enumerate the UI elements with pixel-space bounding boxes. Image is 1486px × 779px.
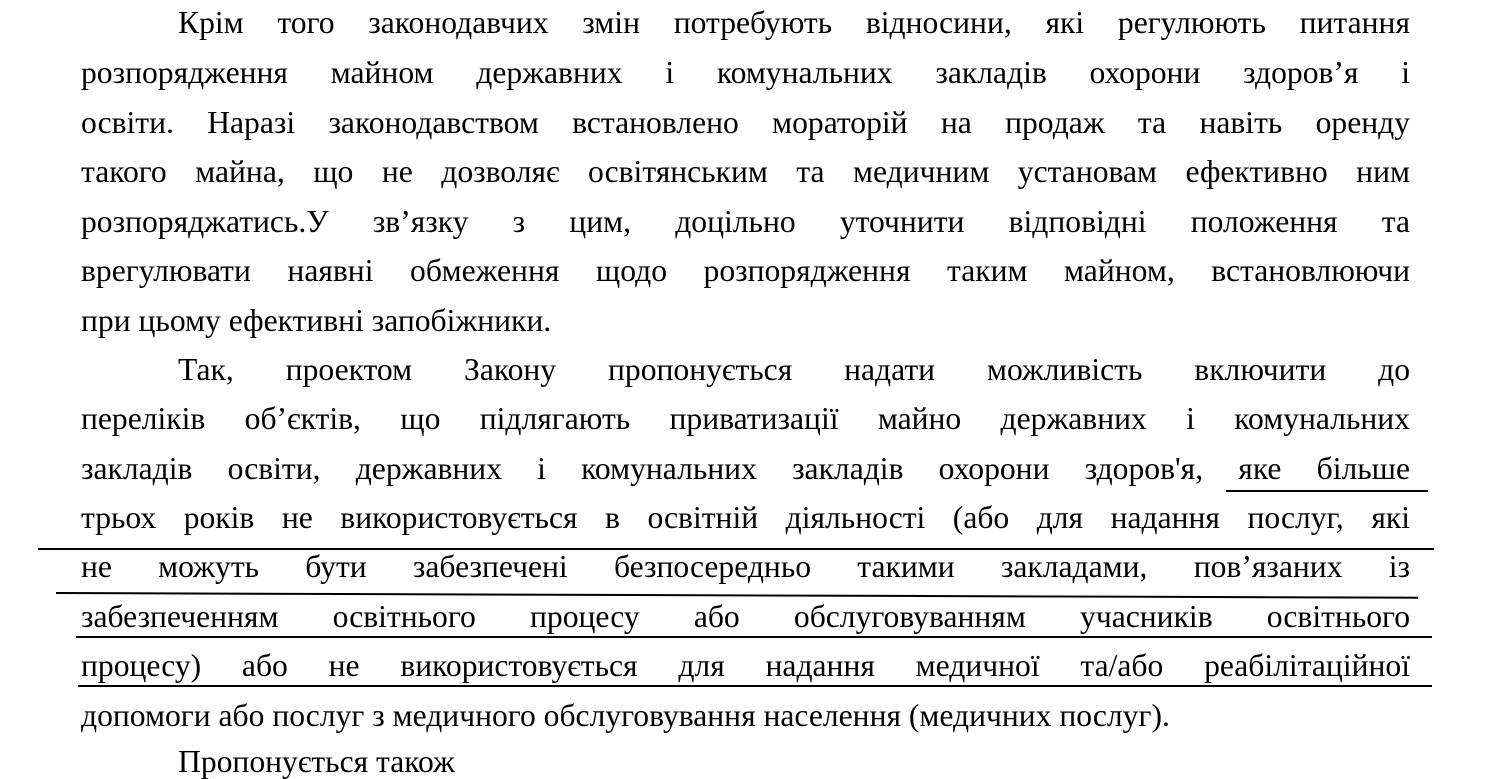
paragraph-2-line-5: не можуть бути забезпечені безпосередньо такими закладами, пов’язаних із (81, 549, 1410, 584)
paragraph-2-line-2: переліків об’єктів, що підлягають приватизації майно державних і комунальних (81, 401, 1410, 436)
paragraph-2-line-4: трьох років не використовується в освітній діяльності (або для надання послуг, які (81, 500, 1410, 535)
underline-rule (56, 592, 1418, 599)
underline-rule (1226, 490, 1428, 492)
paragraph-2-line-7: процесу) або не використовується для надання медичної та/або реабілітаційної (81, 648, 1410, 683)
paragraph-1-line-6: врегулювати наявні обмеження щодо розпорядження таким майном, встановлюючи (81, 253, 1410, 288)
paragraph-2-line-1: Так, проектом Закону пропонується надати можливість включити до (178, 352, 1410, 387)
paragraph-1-line-2: розпорядження майном державних і комунальних закладів охорони здоров’я і (81, 55, 1410, 90)
paragraph-2-line-3: закладів освіти, державних і комунальних закладів охорони здоров'я, яке більше (81, 451, 1410, 486)
paragraph-1-line-4: такого майна, що не дозволяє освітянським та медичним установам ефективно ним (81, 154, 1410, 189)
paragraph-2-line-6: забезпеченням освітнього процесу або обслуговуванням учасників освітнього (81, 599, 1410, 634)
paragraph-1-line-3: освіти. Наразі законодавством встановлено мораторій на продаж та навіть оренду (81, 105, 1410, 140)
underline-rule (78, 685, 1432, 687)
underline-rule (38, 548, 1434, 550)
paragraph-2-line-8: допомоги або послуг з медичного обслуговування населення (медичних послуг). (81, 698, 1170, 733)
underline-rule (76, 636, 1432, 638)
paragraph-1-line-5: розпоряджатись.У зв’язку з цим, доцільно уточнити відповідні положення та (81, 204, 1410, 239)
paragraph-3-line-1: Пропонується також (178, 744, 455, 779)
paragraph-1-line-1: Крім того законодавчих змін потребують відносини, які регулюють питання (178, 5, 1410, 40)
paragraph-1-line-7: при цьому ефективні запобіжники. (81, 303, 552, 338)
